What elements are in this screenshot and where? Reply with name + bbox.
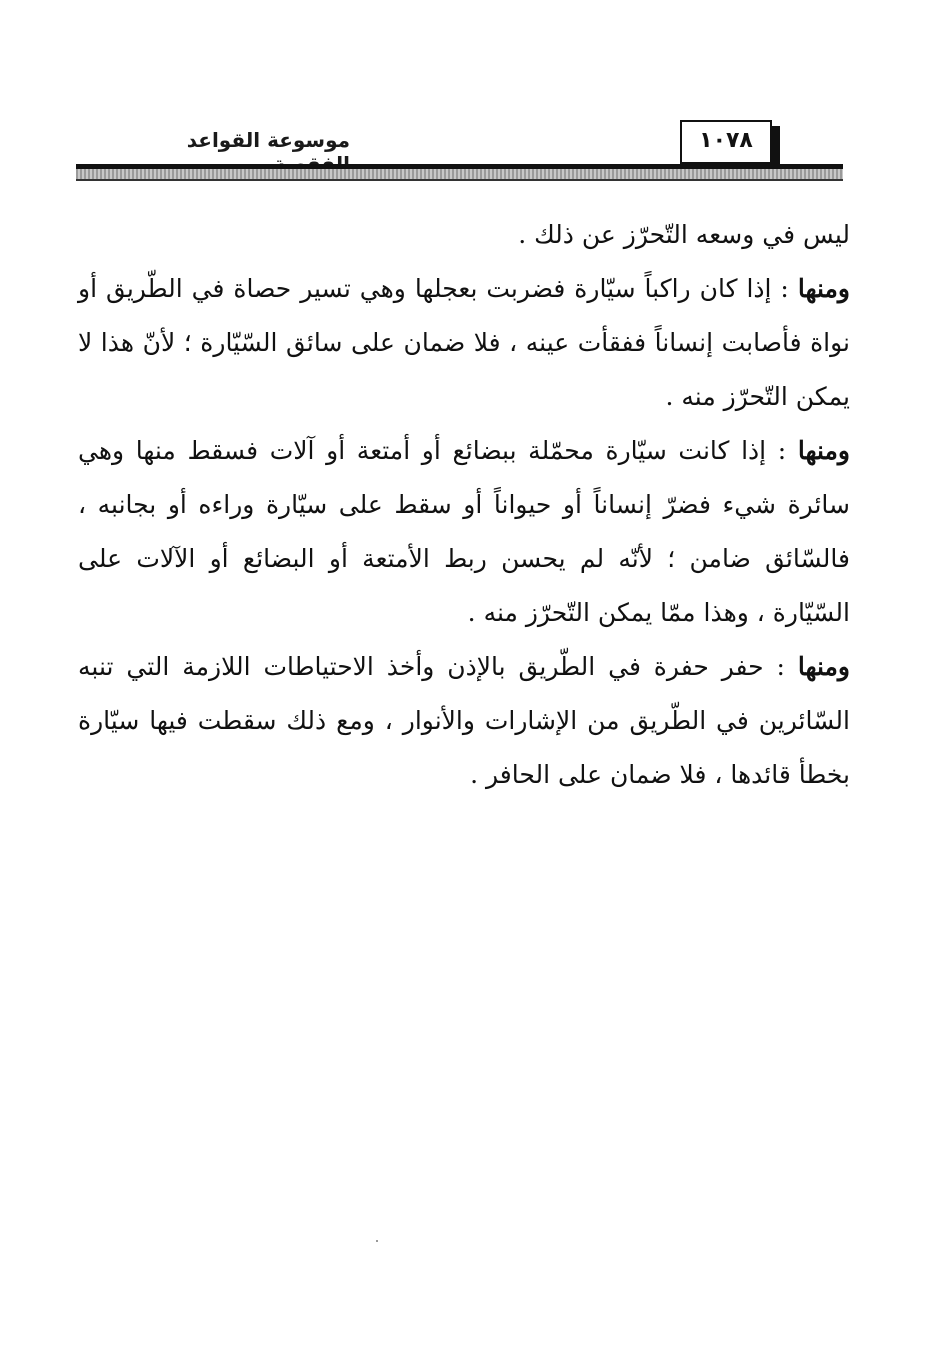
paragraph-1 (78, 208, 850, 262)
paragraph-4 (78, 640, 850, 802)
header-rule-bottom (76, 179, 843, 181)
paragraph-text: : إذا كان راكباً سيّارة فضربت بعجلها وهي تسير حصاة في الطّريق أو نواة فأصابت إنساناً ففقأت عينه ، فلا ضمان على سائق السّيّارة ؛ لأنّ هذا لا يمكن التّحرّز منه . (78, 274, 850, 411)
paragraph-2 (78, 262, 850, 424)
paragraph-text: : إذا كانت سيّارة محمّلة ببضائع أو أمتعة أو آلات فسقط منها وهي سائرة شيء فضرّ إنساناً أو حيواناً أو سقط على سيّارة وراءه أو بجانبه ، فالسّائق ضامن ؛ لأنّه لم يحسن ربط الأمتعة أو البضائع أو الآلات على السّيّارة ، وهذا ممّا يمكن التّحرّز منه . (78, 436, 850, 627)
scan-speck (376, 1240, 378, 1242)
paragraph-lead: ومنها (797, 436, 850, 465)
body-text (78, 208, 850, 802)
page-number: ١٠٧٨ (699, 128, 753, 153)
paragraph-text: ليس في وسعه التّحرّز عن ذلك . (518, 220, 850, 249)
header-rule-pattern (76, 169, 843, 179)
page-number-shadow (772, 126, 780, 168)
running-header-title: موسوعة القواعد (186, 128, 350, 152)
paragraph-text: : حفر حفرة في الطّريق بالإذن وأخذ الاحتياطات اللازمة التي تنبه السّائرين في الطّريق من الإشارات والأنوار ، ومع ذلك سقطت فيها سيّارة بخطأ قائدها ، فلا ضمان على الحافر . (78, 652, 850, 789)
paragraph-lead: ومنها (797, 652, 850, 681)
page-number-box (680, 120, 772, 164)
paragraph-lead: ومنها (797, 274, 850, 303)
page-header (0, 0, 936, 200)
paragraph-3 (78, 424, 850, 640)
